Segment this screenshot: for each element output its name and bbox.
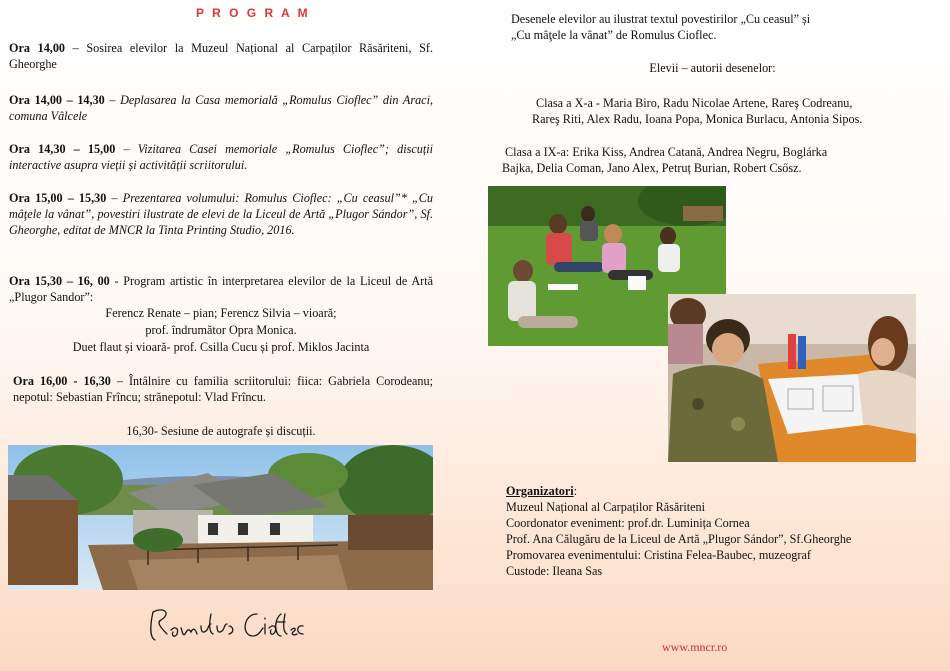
students-drawing-photo (668, 294, 916, 462)
item-time: Ora 15,00 – 15,30 (9, 191, 107, 205)
item-text: Sosirea elevilor la Muzeul Național al Carpaților Răsăriteni, Sf. Gheorghe (9, 41, 434, 71)
authors-heading: Elevii – autorii desenelor: (649, 61, 776, 75)
memorial-house-image (8, 445, 433, 590)
class9-line-1: Clasa a IX-a: Erika Kiss, Andrea Catană, Andrea Negru, Boglárka (505, 145, 828, 159)
program-item-2 (9, 92, 433, 124)
item-text: Prezentarea volumului: Romulus Cioflec: „Cu ceasul”* „Cu mâţele la vânat”, povestiri ilustrate de elevi de la Liceul de Artă „Plugor Sándor”, Sf. Gheorghe, editat de MNCR la Tinta Printing Studio, 2016. (9, 191, 434, 237)
program-item-3 (9, 141, 433, 173)
signature-image (145, 600, 315, 650)
program-item-4 (9, 190, 433, 238)
item-time: Ora 14,30 – 15,00 (9, 142, 116, 156)
organizers-heading: Organizatori (506, 484, 574, 498)
item-text: Întâlnire cu familia scriitorului: fiica: Gabriela Corodeanu; nepotul: Sebastian Frîncu; strănepotul: Vlad Frîncu. (13, 374, 433, 404)
class10-line-1: Clasa a X-a - Maria Biro, Radu Nicolae Artene, Rareş Codreanu, (536, 96, 853, 110)
item-sep: - (109, 274, 124, 288)
artistic-line-1: Ferencz Renate – pian; Ferencz Silvia – vioară; (105, 306, 337, 320)
item-time: Ora 15,30 – 16, 00 (9, 274, 110, 288)
memorial-house-photo (8, 445, 433, 590)
organizer-line-4: Promovarea evenimentului: Cristina Felea-Baubec, muzeograf (506, 548, 811, 562)
program-item-5 (9, 273, 433, 305)
organizers-heading-line (506, 483, 577, 499)
artistic-line-2: prof. îndrumător Opra Monica. (145, 323, 297, 337)
closing-line: 16,30- Sesiune de autografe și discuții. (126, 424, 316, 438)
item-sep: – (106, 191, 123, 205)
organizers-colon: : (573, 484, 578, 498)
item-text: Program artistic în interpretarea elevilor de la Liceul de Artă „Plugor Sandor”: (9, 274, 433, 304)
item-text: Vizitarea Casei memoriale „Romulus Cioflec”; discuții interactive asupra vieții și activității scriitorului. (9, 142, 433, 172)
organizer-line-3: Prof. Ana Călugăru de la Liceul de Artă „Plugor Sándor”, Sf.Gheorghe (506, 532, 852, 546)
organizer-line-5: Custode: Ileana Sas (506, 564, 603, 578)
organizer-line-1: Muzeul Național al Carpaților Răsăriteni (506, 500, 705, 514)
program-item-1 (9, 40, 433, 72)
item-time: Ora 14,00 – 14,30 (9, 93, 105, 107)
item-sep: – (110, 374, 129, 388)
item-time: Ora 16,00 - 16,30 (13, 374, 111, 388)
item-text: Deplasarea la Casa memorială „Romulus Cioflec” din Araci, comuna Vâlcele (9, 93, 434, 123)
item-sep: – (115, 142, 138, 156)
item-sep: – (104, 93, 121, 107)
organizer-line-2: Coordonator eveniment: prof.dr. Luminița Cornea (506, 516, 750, 530)
item-time: Ora 14,00 (9, 41, 66, 55)
artistic-line-3: Duet flaut și vioară- prof. Csilla Cucu și prof. Miklos Jacinta (72, 340, 370, 354)
intro-line-1: Desenele elevilor au ilustrat textul povestirilor „Cu ceasul” și (511, 12, 811, 26)
program-item-6 (13, 373, 433, 405)
intro-line-2: „Cu mâţele la vânat” de Romulus Cioflec. (511, 28, 717, 42)
class10-line-2: Rareş Riti, Alex Radu, Ioana Popa, Monica Burlacu, Antonia Sipos. (532, 112, 863, 126)
students-drawing-image (668, 294, 916, 462)
program-title: P R O G R A M (196, 6, 311, 20)
class9-line-2: Bajka, Delia Coman, Jano Alex, Petruț Burian, Robert Csősz. (502, 161, 802, 175)
item-sep: – (65, 41, 87, 55)
website-link[interactable]: www.mncr.ro (662, 640, 728, 654)
